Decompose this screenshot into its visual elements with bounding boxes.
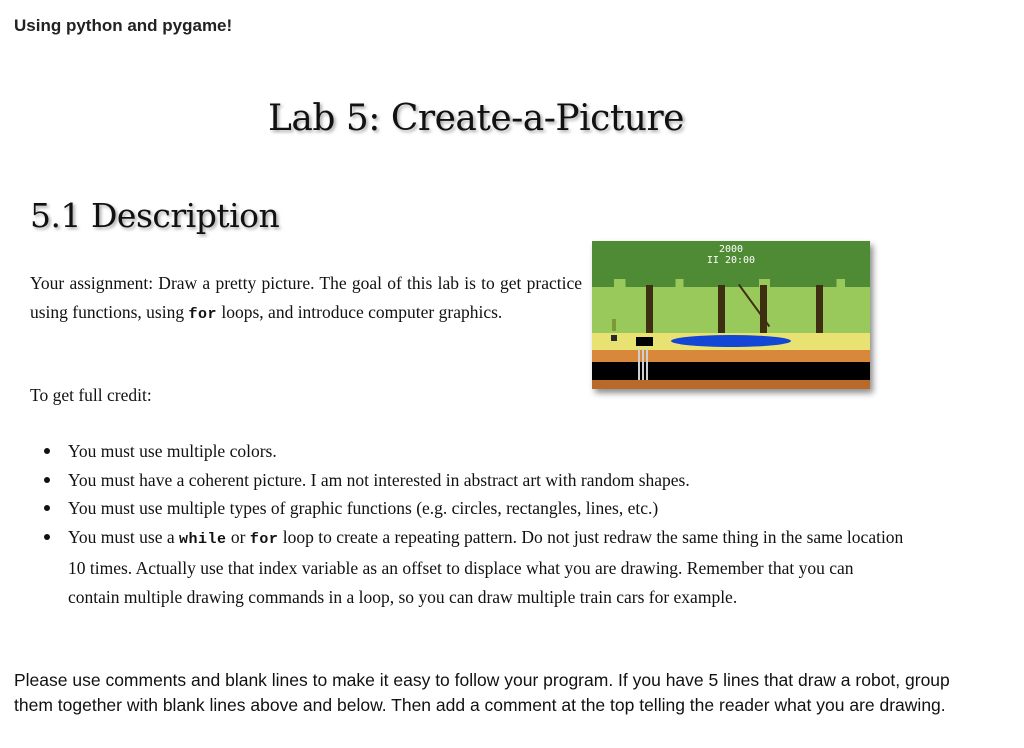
intro-text: Using python and pygame! — [14, 16, 233, 35]
game-player-legs — [611, 335, 617, 341]
outro-paragraph: Please use comments and blank lines to make it easy to follow your program. If you have 5 lines that draw a robot, group them together with blank lines above and below. Then add a comment at the top telling the reader what you are drawing. — [14, 670, 950, 715]
code-while: while — [179, 530, 227, 548]
game-screenshot — [592, 241, 870, 389]
description-text-2: loops, and introduce computer graphics. — [217, 301, 503, 322]
bullet4-text-2: or — [226, 526, 250, 547]
code-for: for — [249, 530, 279, 548]
game-hole — [636, 337, 653, 346]
list-item: You must have a coherent picture. I am not interested in abstract art with random shapes. — [68, 466, 908, 495]
bullet4-text-3: loop to create a repeating pattern. Do not just redraw the same thing in the same location 10 times. Actually use that index variable as an offset to displace what you are drawing. Remember that you can contain multiple drawing commands in a loop, so you can draw multiple train cars for example. — [68, 526, 904, 607]
description-paragraph — [30, 269, 582, 329]
game-score: 2000 — [718, 244, 744, 255]
game-player — [612, 319, 616, 331]
game-ladder — [638, 349, 650, 384]
game-tunnel — [592, 362, 870, 380]
tree-trunk — [646, 285, 653, 333]
game-dirt — [592, 350, 870, 362]
requirements-list — [30, 437, 908, 611]
code-for: for — [188, 305, 217, 323]
lab-title: Lab 5: Create-a-Picture — [268, 98, 684, 139]
list-item: You must use multiple colors. — [68, 437, 908, 466]
game-canopy-edge — [592, 279, 870, 287]
tree-trunk — [760, 285, 767, 333]
description-text-1: Your assignment: Draw a pretty picture. The goal of this lab is to get practice using functions, using — [30, 273, 582, 322]
list-item — [68, 523, 908, 612]
credit-label: To get full credit: — [30, 385, 152, 405]
tree-trunk — [816, 285, 823, 333]
list-item: You must use multiple types of graphic functions (e.g. circles, rectangles, lines, etc.) — [68, 494, 908, 523]
game-timer: II 20:00 — [706, 255, 756, 266]
bullet4-text-1: You must use a — [68, 526, 180, 547]
game-pond — [671, 335, 791, 347]
game-underground — [592, 380, 870, 389]
section-title: 5.1 Description — [30, 196, 280, 235]
tree-trunk — [718, 285, 725, 333]
